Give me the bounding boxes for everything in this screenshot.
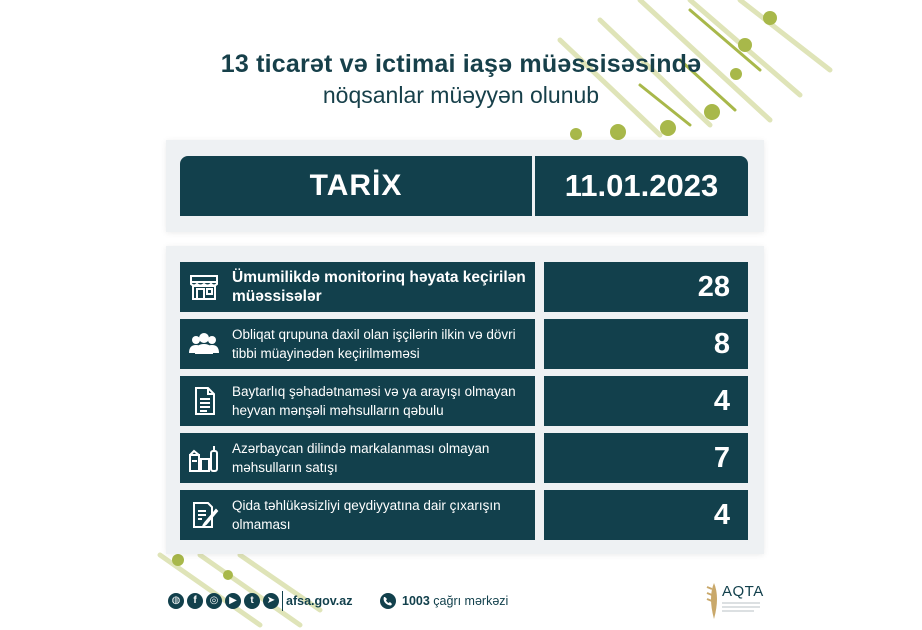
products-icon [188, 443, 220, 473]
twitter-icon[interactable]: t [244, 593, 260, 609]
telegram-icon[interactable]: ➤ [263, 593, 279, 609]
youtube-icon[interactable]: ▶ [225, 593, 241, 609]
stat-row-label: Obliqat qrupuna daxil olan işçilərin ilkin və dövri tibbi müayinədən keçirilməməsi [232, 327, 516, 361]
page-title: 13 ticarət və ictimai iaşə müəssisəsində [220, 50, 702, 78]
stat-row-value: 8 [544, 319, 748, 369]
stat-row-value: 7 [544, 433, 748, 483]
stat-row [180, 376, 748, 426]
call-center [402, 594, 508, 608]
people-icon [188, 329, 220, 359]
stat-row-main [180, 433, 535, 483]
edit-document-icon [188, 500, 220, 530]
stats-panel [166, 246, 764, 554]
stat-row-value: 4 [544, 376, 748, 426]
stat-row-label: Ümumilikdə monitorinq həyata keçirilən müəssisələr [232, 269, 526, 305]
stat-row-main [180, 490, 535, 540]
stat-row-label: Baytarlıq şəhadətnaməsi və ya arayışı olmayan heyvan mənşəli məhsulların qəbulu [232, 384, 516, 418]
phone-icon [380, 593, 396, 609]
footer [0, 585, 922, 615]
globe-icon[interactable]: ◍ [168, 593, 184, 609]
stat-row [180, 262, 748, 312]
stat-row-label: Qida təhlükəsizliyi qeydiyyatına dair çıxarışın olmaması [232, 498, 501, 532]
stat-row [180, 490, 748, 540]
date-bar [180, 156, 748, 216]
logo-text: AQTA [722, 583, 764, 600]
document-icon [188, 386, 220, 416]
stat-row-main [180, 376, 535, 426]
footer-divider [282, 591, 283, 611]
stat-row [180, 319, 748, 369]
facebook-icon[interactable]: f [187, 593, 203, 609]
store-icon [188, 272, 220, 302]
stat-row-value: 4 [544, 490, 748, 540]
stat-row-label: Azərbaycan dilində markalanması olmayan məhsulların satışı [232, 441, 490, 475]
date-value: 11.01.2023 [564, 168, 719, 203]
stat-row-main [180, 319, 535, 369]
stat-row-main [180, 262, 535, 312]
instagram-icon[interactable]: ◎ [206, 593, 222, 609]
stat-row [180, 433, 748, 483]
date-panel [166, 140, 764, 232]
call-text: çağrı mərkəzi [433, 594, 509, 608]
page-subtitle: nöqsanlar müəyyən olunub [322, 82, 600, 108]
website-link[interactable]: afsa.gov.az [286, 594, 353, 608]
call-number: 1003 [402, 594, 430, 608]
stat-row-value: 28 [544, 262, 748, 312]
date-label: TARİX [309, 169, 403, 202]
